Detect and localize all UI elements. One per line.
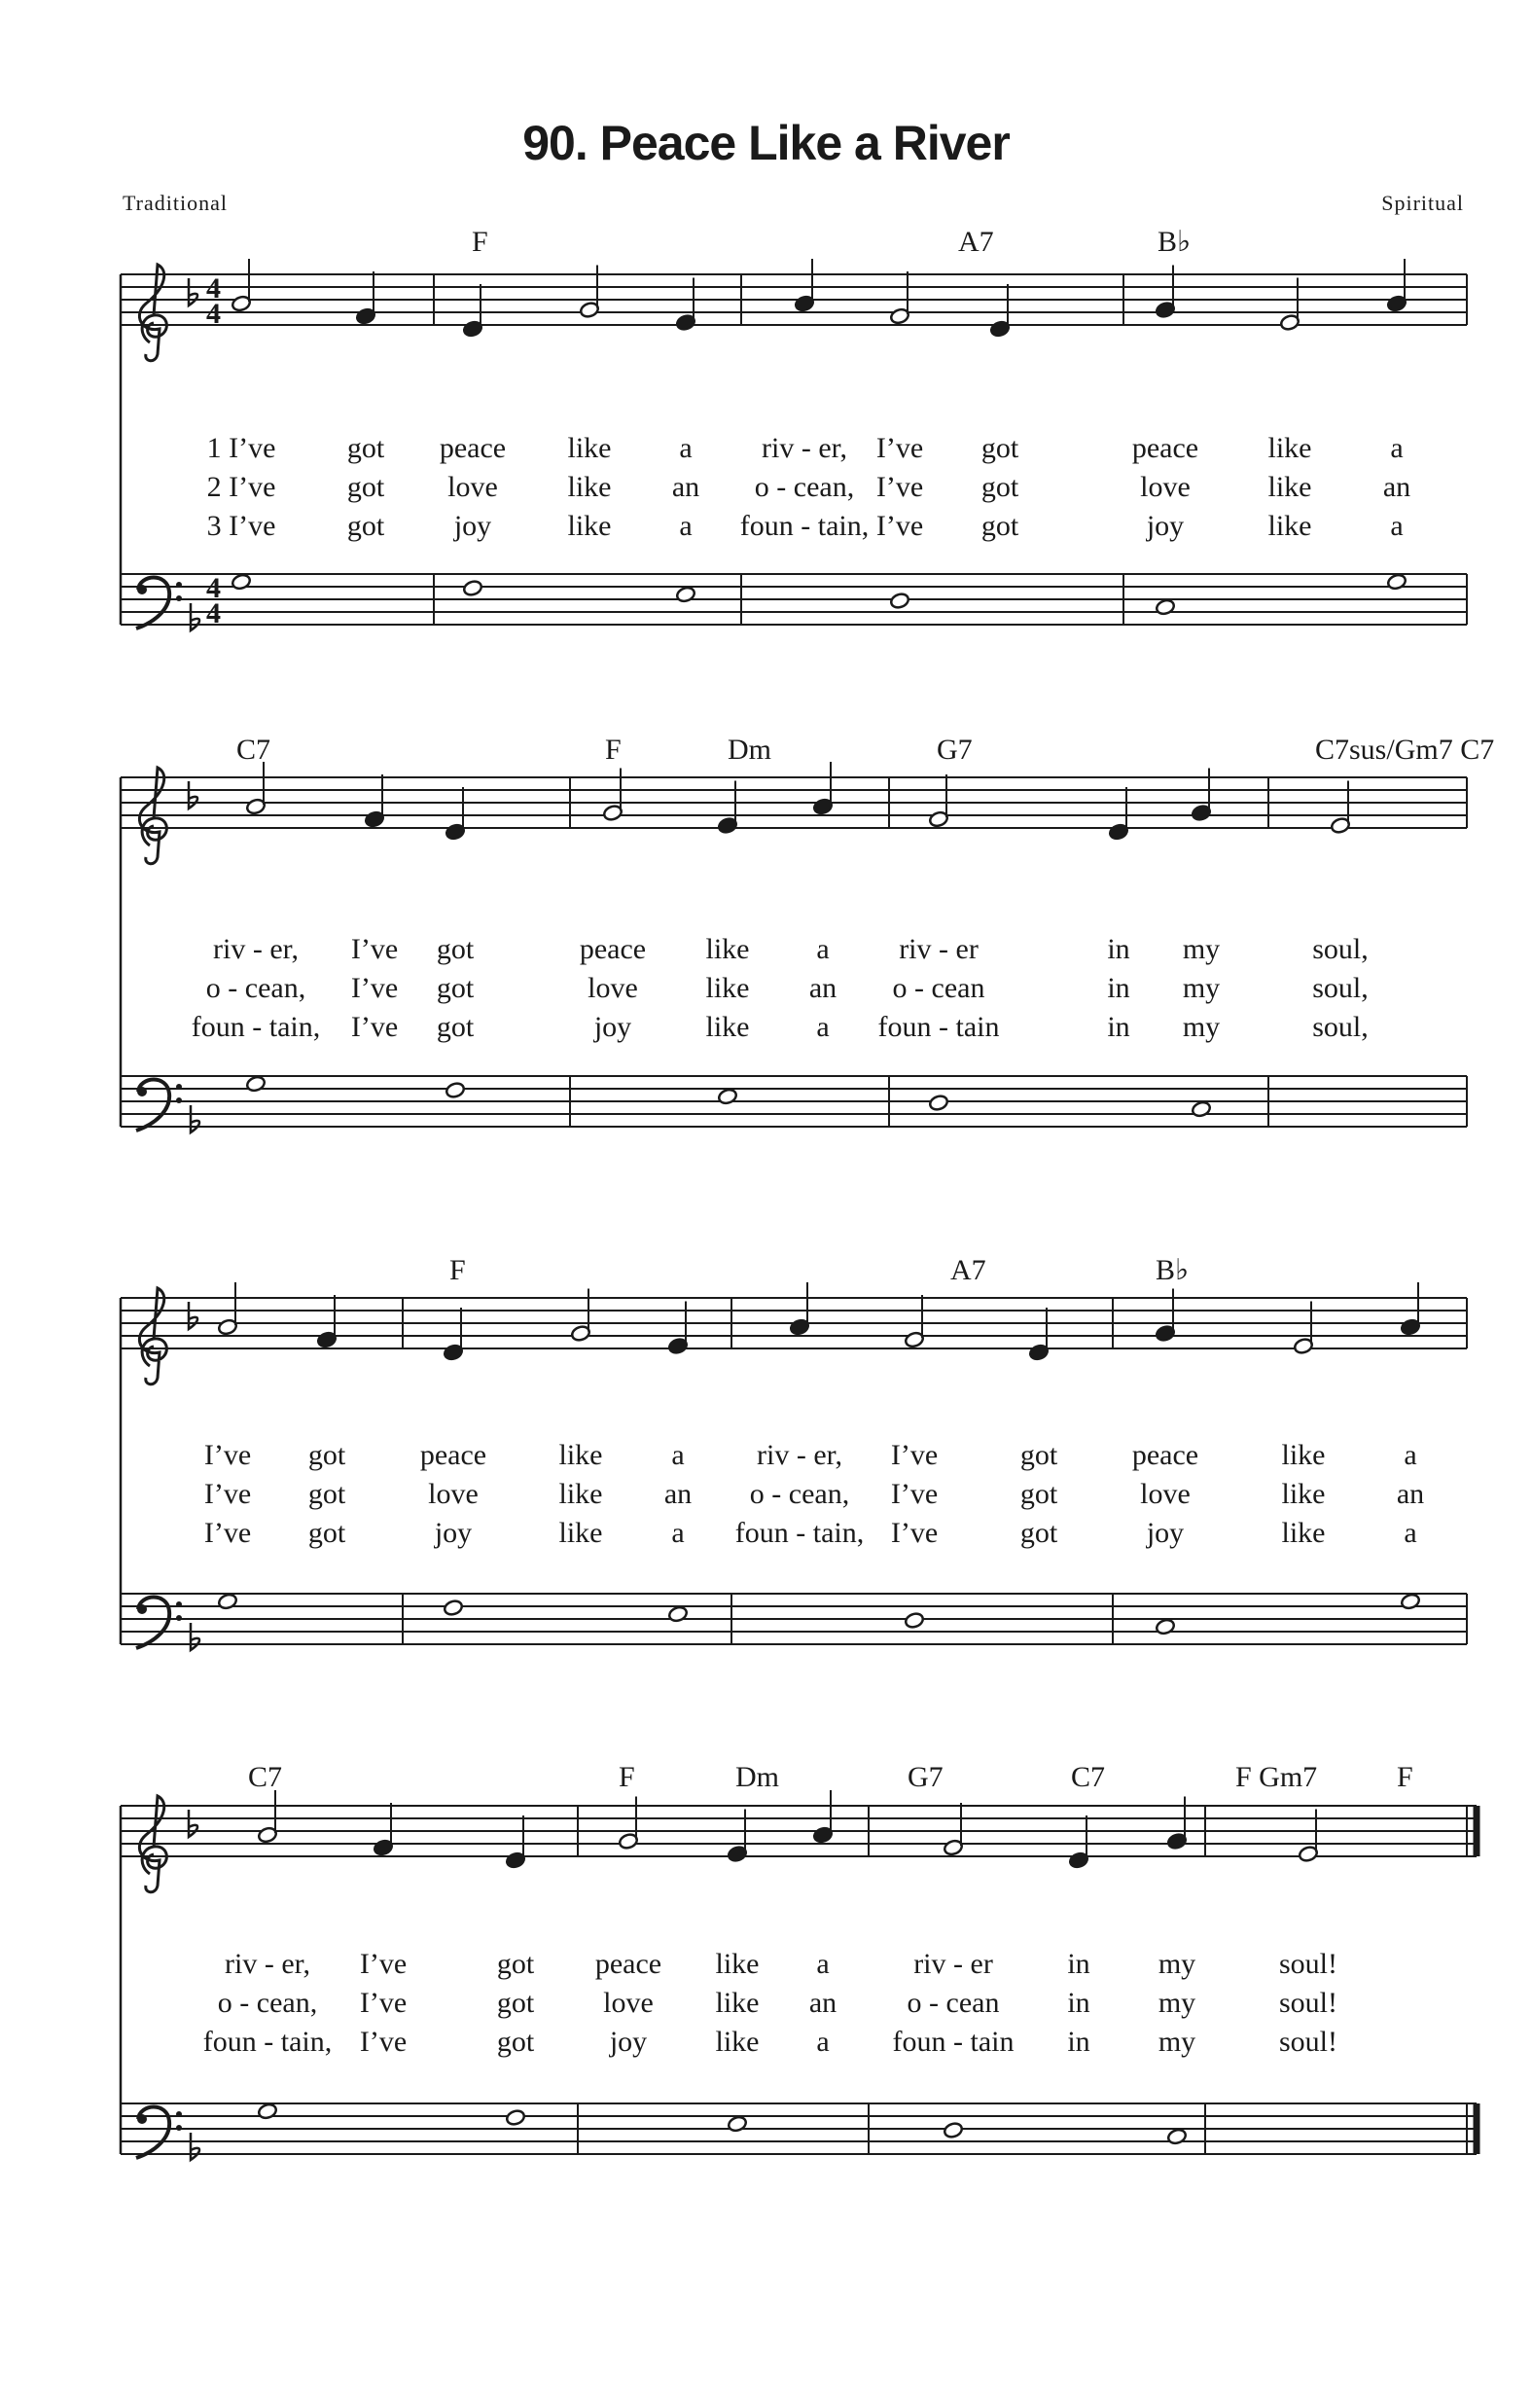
note-head: [505, 2108, 525, 2126]
hymn-title: 90. Peace Like a River: [522, 116, 1010, 170]
chord-symbol: F: [619, 1761, 635, 1793]
lyric-syllable: foun - tain,: [739, 510, 870, 542]
flat-icon: [191, 603, 199, 630]
note-head: [257, 2103, 277, 2120]
time-signature: 4: [206, 572, 221, 604]
lyric-syllable: got: [346, 471, 385, 503]
chord-symbol: F: [472, 226, 488, 258]
lyric-syllable: foun - tain,: [734, 1517, 865, 1549]
lyric-syllable: a: [816, 933, 830, 965]
lyric-syllable: my: [1182, 1011, 1221, 1043]
lyric-syllable: got: [980, 432, 1019, 464]
lyric-syllable: joy: [453, 510, 492, 542]
note-head: [217, 1593, 237, 1610]
note-head: [445, 1081, 465, 1098]
note-head: [717, 1088, 737, 1105]
chord-symbol: F Gm7: [1235, 1761, 1318, 1793]
lyric-syllable: love: [1140, 1478, 1191, 1510]
chord-symbol: F: [449, 1254, 466, 1286]
note-head: [727, 2115, 747, 2133]
note-head: [462, 579, 482, 596]
lyric-syllable: love: [603, 1987, 654, 2019]
lyric-syllable: I’ve: [350, 972, 399, 1004]
lyric-syllable: like: [1281, 1439, 1326, 1471]
lyric-syllable: 1 I’ve: [206, 432, 276, 464]
lyric-syllable: I’ve: [890, 1478, 939, 1510]
lyric-syllable: riv - er,: [225, 1948, 310, 1980]
lyric-syllable: soul!: [1279, 2026, 1337, 2058]
lyric-syllable: like: [558, 1478, 603, 1510]
chord-symbol: C7: [1071, 1761, 1106, 1793]
chord-symbol: C7: [236, 734, 271, 766]
lyric-syllable: I’ve: [890, 1517, 939, 1549]
lyric-syllable: riv - er: [913, 1948, 993, 1980]
bass-clef-icon: [176, 2111, 182, 2117]
lyric-syllable: a: [1390, 510, 1404, 542]
lyric-syllable: a: [671, 1517, 685, 1549]
flat-icon: [189, 781, 197, 809]
chord-symbol: F: [1397, 1761, 1413, 1793]
lyric-syllable: got: [1019, 1517, 1058, 1549]
lyric-syllable: I’ve: [890, 1439, 939, 1471]
system-3: [121, 1254, 1467, 1650]
lyric-syllable: love: [447, 471, 498, 503]
lyric-syllable: riv - er,: [757, 1439, 842, 1471]
lyric-syllable: I’ve: [350, 933, 399, 965]
lyric-syllable: like: [558, 1517, 603, 1549]
lyric-syllable: 2 I’ve: [206, 471, 276, 503]
chord-symbol: B♭: [1158, 226, 1192, 258]
lyric-syllable: I’ve: [359, 2026, 408, 2058]
lyric-syllable: riv - er,: [213, 933, 299, 965]
lyric-syllable: like: [705, 1011, 750, 1043]
lyric-syllable: in: [1067, 1948, 1090, 1980]
chord-symbol: A7: [950, 1254, 986, 1286]
chord-symbol: C7: [248, 1761, 283, 1793]
lyric-syllable: I’ve: [875, 471, 924, 503]
lyric-syllable: joy: [609, 2026, 648, 2058]
note-head: [675, 586, 695, 603]
music-credit: Spiritual: [1381, 191, 1464, 215]
lyric-syllable: joy: [1146, 510, 1185, 542]
lyric-syllable: got: [980, 510, 1019, 542]
lyric-syllable: got: [346, 510, 385, 542]
flat-icon: [189, 1302, 197, 1329]
lyric-syllable: like: [567, 471, 612, 503]
system-1: [121, 226, 1467, 630]
lyric-syllable: a: [816, 1011, 830, 1043]
lyric-syllable: I’ve: [203, 1517, 252, 1549]
note-head: [1400, 1593, 1420, 1610]
lyric-syllable: got: [436, 933, 475, 965]
lyric-syllable: my: [1158, 2026, 1196, 2058]
lyric-syllable: joy: [593, 1011, 632, 1043]
note-head: [231, 573, 251, 591]
lyric-syllable: got: [980, 471, 1019, 503]
lyric-syllable: like: [1281, 1478, 1326, 1510]
lyric-syllable: I’ve: [350, 1011, 399, 1043]
bass-clef-icon: [176, 595, 182, 601]
time-signature: 4: [206, 298, 221, 330]
lyric-syllable: soul!: [1279, 1987, 1337, 2019]
note-head: [1166, 2128, 1187, 2145]
lyric-syllable: an: [1382, 471, 1411, 503]
lyric-syllable: o - cean: [892, 972, 985, 1004]
lyric-syllable: riv - er,: [762, 432, 847, 464]
lyric-syllable: my: [1182, 933, 1221, 965]
words-credit: Traditional: [123, 191, 228, 215]
system-4: [121, 1761, 1477, 2160]
lyric-syllable: in: [1107, 1011, 1130, 1043]
lyric-syllable: an: [1396, 1478, 1425, 1510]
lyric-syllable: foun - tain,: [202, 2026, 333, 2058]
lyric-syllable: peace: [419, 1439, 487, 1471]
lyric-syllable: o - cean,: [217, 1987, 318, 2019]
lyric-syllable: in: [1107, 972, 1130, 1004]
lyric-syllable: o - cean,: [749, 1478, 850, 1510]
lyric-syllable: soul,: [1312, 972, 1369, 1004]
lyric-syllable: my: [1182, 972, 1221, 1004]
system-2: [121, 734, 1494, 1132]
note-head: [943, 2121, 963, 2138]
lyric-syllable: a: [679, 432, 693, 464]
bass-clef-icon: [176, 2125, 182, 2131]
note-head: [667, 1605, 688, 1623]
chord-symbol: Dm: [728, 734, 771, 766]
note-head: [889, 592, 909, 609]
lyric-syllable: like: [1267, 432, 1312, 464]
lyric-syllable: I’ve: [359, 1948, 408, 1980]
flat-icon: [189, 278, 197, 305]
chord-symbol: C7sus/Gm7 C7: [1315, 734, 1495, 766]
lyric-syllable: love: [1140, 471, 1191, 503]
lyric-syllable: love: [428, 1478, 479, 1510]
note-head: [1191, 1100, 1211, 1118]
flat-icon: [191, 1623, 199, 1650]
lyric-syllable: got: [346, 432, 385, 464]
lyric-syllable: in: [1067, 1987, 1090, 2019]
lyric-syllable: peace: [439, 432, 507, 464]
bass-clef-icon: [137, 1087, 147, 1096]
lyric-syllable: peace: [579, 933, 647, 965]
bass-clef-icon: [176, 1615, 182, 1621]
lyric-syllable: got: [436, 972, 475, 1004]
lyric-syllable: got: [496, 1948, 535, 1980]
lyric-syllable: like: [715, 1948, 760, 1980]
lyric-syllable: got: [307, 1439, 346, 1471]
lyric-syllable: foun - tain,: [191, 1011, 321, 1043]
lyric-syllable: soul!: [1279, 1948, 1337, 1980]
lyric-syllable: got: [436, 1011, 475, 1043]
lyric-syllable: soul,: [1312, 1011, 1369, 1043]
lyric-syllable: like: [1281, 1517, 1326, 1549]
lyric-syllable: o - cean,: [754, 471, 855, 503]
lyric-syllable: got: [1019, 1439, 1058, 1471]
lyric-syllable: like: [715, 1987, 760, 2019]
lyric-syllable: an: [808, 972, 837, 1004]
lyric-syllable: got: [307, 1478, 346, 1510]
lyric-syllable: like: [567, 510, 612, 542]
lyric-syllable: peace: [594, 1948, 662, 1980]
lyric-syllable: riv - er: [899, 933, 979, 965]
lyric-syllable: got: [307, 1517, 346, 1549]
note-head: [904, 1611, 924, 1629]
lyric-syllable: a: [816, 1948, 830, 1980]
lyric-syllable: a: [1390, 432, 1404, 464]
lyric-syllable: I’ve: [203, 1439, 252, 1471]
flat-icon: [191, 2133, 199, 2160]
chord-symbol: F: [605, 734, 622, 766]
lyric-syllable: I’ve: [359, 1987, 408, 2019]
lyric-syllable: a: [1404, 1517, 1417, 1549]
lyric-syllable: my: [1158, 1987, 1196, 2019]
bass-clef-icon: [137, 2114, 147, 2124]
bass-clef-icon: [176, 1601, 182, 1607]
note-head: [245, 1075, 266, 1093]
lyric-syllable: a: [1404, 1439, 1417, 1471]
flat-icon: [191, 1105, 199, 1132]
lyric-syllable: an: [808, 1987, 837, 2019]
lyric-syllable: I’ve: [875, 432, 924, 464]
flat-icon: [189, 1810, 197, 1837]
lyric-syllable: a: [671, 1439, 685, 1471]
lyric-syllable: like: [705, 933, 750, 965]
lyric-syllable: in: [1107, 933, 1130, 965]
note-head: [1155, 1618, 1175, 1635]
lyric-syllable: foun - tain: [892, 2026, 1015, 2058]
lyric-syllable: foun - tain: [877, 1011, 1000, 1043]
chord-symbol: G7: [908, 1761, 944, 1793]
lyric-syllable: peace: [1131, 1439, 1199, 1471]
chord-symbol: G7: [937, 734, 973, 766]
chord-symbol: A7: [958, 226, 994, 258]
lyric-syllable: like: [1267, 510, 1312, 542]
chord-symbol: B♭: [1156, 1254, 1190, 1286]
time-signature: 4: [206, 597, 221, 629]
lyric-syllable: o - cean: [907, 1987, 1000, 2019]
lyric-syllable: 3 I’ve: [206, 510, 276, 542]
lyric-syllable: an: [671, 471, 700, 503]
lyric-syllable: peace: [1131, 432, 1199, 464]
lyric-syllable: love: [588, 972, 638, 1004]
time-signature: 4: [206, 272, 221, 305]
lyric-syllable: I’ve: [875, 510, 924, 542]
lyric-syllable: my: [1158, 1948, 1196, 1980]
lyric-syllable: in: [1067, 2026, 1090, 2058]
note-head: [443, 1599, 463, 1616]
lyric-syllable: soul,: [1312, 933, 1369, 965]
lyric-syllable: an: [663, 1478, 693, 1510]
lyric-syllable: like: [1267, 471, 1312, 503]
lyric-syllable: a: [679, 510, 693, 542]
lyric-syllable: got: [1019, 1478, 1058, 1510]
lyric-syllable: got: [496, 2026, 535, 2058]
note-head: [1155, 598, 1175, 616]
lyric-syllable: like: [715, 2026, 760, 2058]
lyric-syllable: like: [558, 1439, 603, 1471]
bass-clef-icon: [176, 1097, 182, 1103]
lyric-syllable: like: [705, 972, 750, 1004]
lyric-syllable: I’ve: [203, 1478, 252, 1510]
lyric-syllable: a: [816, 2026, 830, 2058]
note-head: [928, 1094, 948, 1111]
note-head: [1386, 573, 1407, 591]
lyric-syllable: joy: [434, 1517, 473, 1549]
lyric-syllable: like: [567, 432, 612, 464]
chord-symbol: Dm: [735, 1761, 779, 1793]
bass-clef-icon: [176, 1084, 182, 1090]
lyric-syllable: joy: [1146, 1517, 1185, 1549]
lyric-syllable: o - cean,: [205, 972, 306, 1004]
bass-clef-icon: [176, 582, 182, 588]
bass-clef-icon: [137, 1604, 147, 1614]
bass-clef-icon: [137, 585, 147, 594]
lyric-syllable: got: [496, 1987, 535, 2019]
